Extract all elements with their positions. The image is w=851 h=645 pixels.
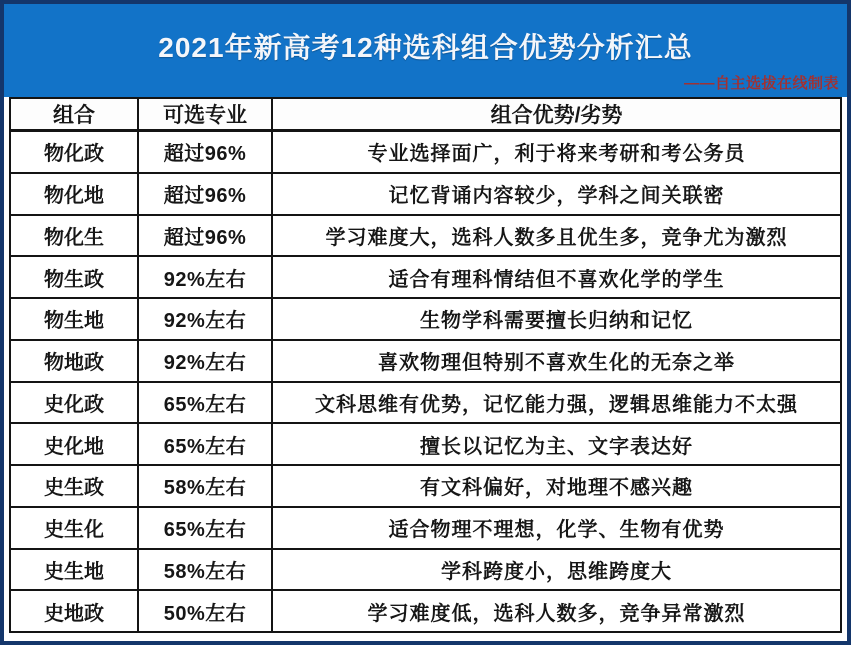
col-header-analysis: 组合优势/劣势 <box>272 98 841 131</box>
majors-cell: 65%左右 <box>138 507 272 549</box>
analysis-cell: 适合有理科情结但不喜欢化学的学生 <box>272 256 841 298</box>
analysis-cell: 学习难度低，选科人数多，竞争异常激烈 <box>272 590 841 632</box>
combo-cell: 史化地 <box>10 423 138 465</box>
table-row <box>10 173 841 215</box>
col-header-combo: 组合 <box>10 98 138 131</box>
subject-combination-table <box>9 97 842 633</box>
analysis-cell: 有文科偏好，对地理不感兴趣 <box>272 465 841 507</box>
combo-cell: 物生政 <box>10 256 138 298</box>
combo-cell: 史地政 <box>10 590 138 632</box>
combo-cell: 物生地 <box>10 298 138 340</box>
analysis-cell: 文科思维有优势，记忆能力强，逻辑思维能力不太强 <box>272 382 841 424</box>
combo-cell: 物化地 <box>10 173 138 215</box>
combo-cell: 物化生 <box>10 215 138 257</box>
table-row <box>10 131 841 173</box>
analysis-cell: 记忆背诵内容较少，学科之间关联密 <box>272 173 841 215</box>
table-row <box>10 507 841 549</box>
table-header-row <box>10 98 841 131</box>
table-wrap <box>4 97 847 633</box>
combo-cell: 史生政 <box>10 465 138 507</box>
analysis-cell: 学习难度大，选科人数多且优生多，竞争尤为激烈 <box>272 215 841 257</box>
majors-cell: 58%左右 <box>138 465 272 507</box>
table-row <box>10 465 841 507</box>
table-row <box>10 382 841 424</box>
analysis-cell: 擅长以记忆为主、文字表达好 <box>272 423 841 465</box>
analysis-cell: 学科跨度小，思维跨度大 <box>272 549 841 591</box>
table-row <box>10 549 841 591</box>
col-header-majors: 可选专业 <box>138 98 272 131</box>
banner <box>4 4 847 97</box>
combo-cell: 史生化 <box>10 507 138 549</box>
majors-cell: 92%左右 <box>138 298 272 340</box>
table-row <box>10 256 841 298</box>
analysis-cell: 生物学科需要擅长归纳和记忆 <box>272 298 841 340</box>
majors-cell: 超过96% <box>138 173 272 215</box>
table-row <box>10 340 841 382</box>
combo-cell: 史生地 <box>10 549 138 591</box>
source-note: ——自主选拔在线制表 <box>683 75 839 92</box>
majors-cell: 92%左右 <box>138 340 272 382</box>
combo-cell: 史化政 <box>10 382 138 424</box>
page-title: 2021年新高考12种选科组合优势分析汇总 <box>158 32 693 63</box>
combo-cell: 物地政 <box>10 340 138 382</box>
analysis-cell: 喜欢物理但特别不喜欢生化的无奈之举 <box>272 340 841 382</box>
table-body <box>10 131 841 633</box>
majors-cell: 超过96% <box>138 131 272 173</box>
table-row <box>10 215 841 257</box>
table-row <box>10 298 841 340</box>
analysis-cell: 适合物理不理想，化学、生物有优势 <box>272 507 841 549</box>
majors-cell: 超过96% <box>138 215 272 257</box>
majors-cell: 65%左右 <box>138 382 272 424</box>
majors-cell: 50%左右 <box>138 590 272 632</box>
majors-cell: 58%左右 <box>138 549 272 591</box>
table-row <box>10 423 841 465</box>
table-row <box>10 590 841 632</box>
analysis-cell: 专业选择面广，利于将来考研和考公务员 <box>272 131 841 173</box>
combo-cell: 物化政 <box>10 131 138 173</box>
majors-cell: 92%左右 <box>138 256 272 298</box>
majors-cell: 65%左右 <box>138 423 272 465</box>
